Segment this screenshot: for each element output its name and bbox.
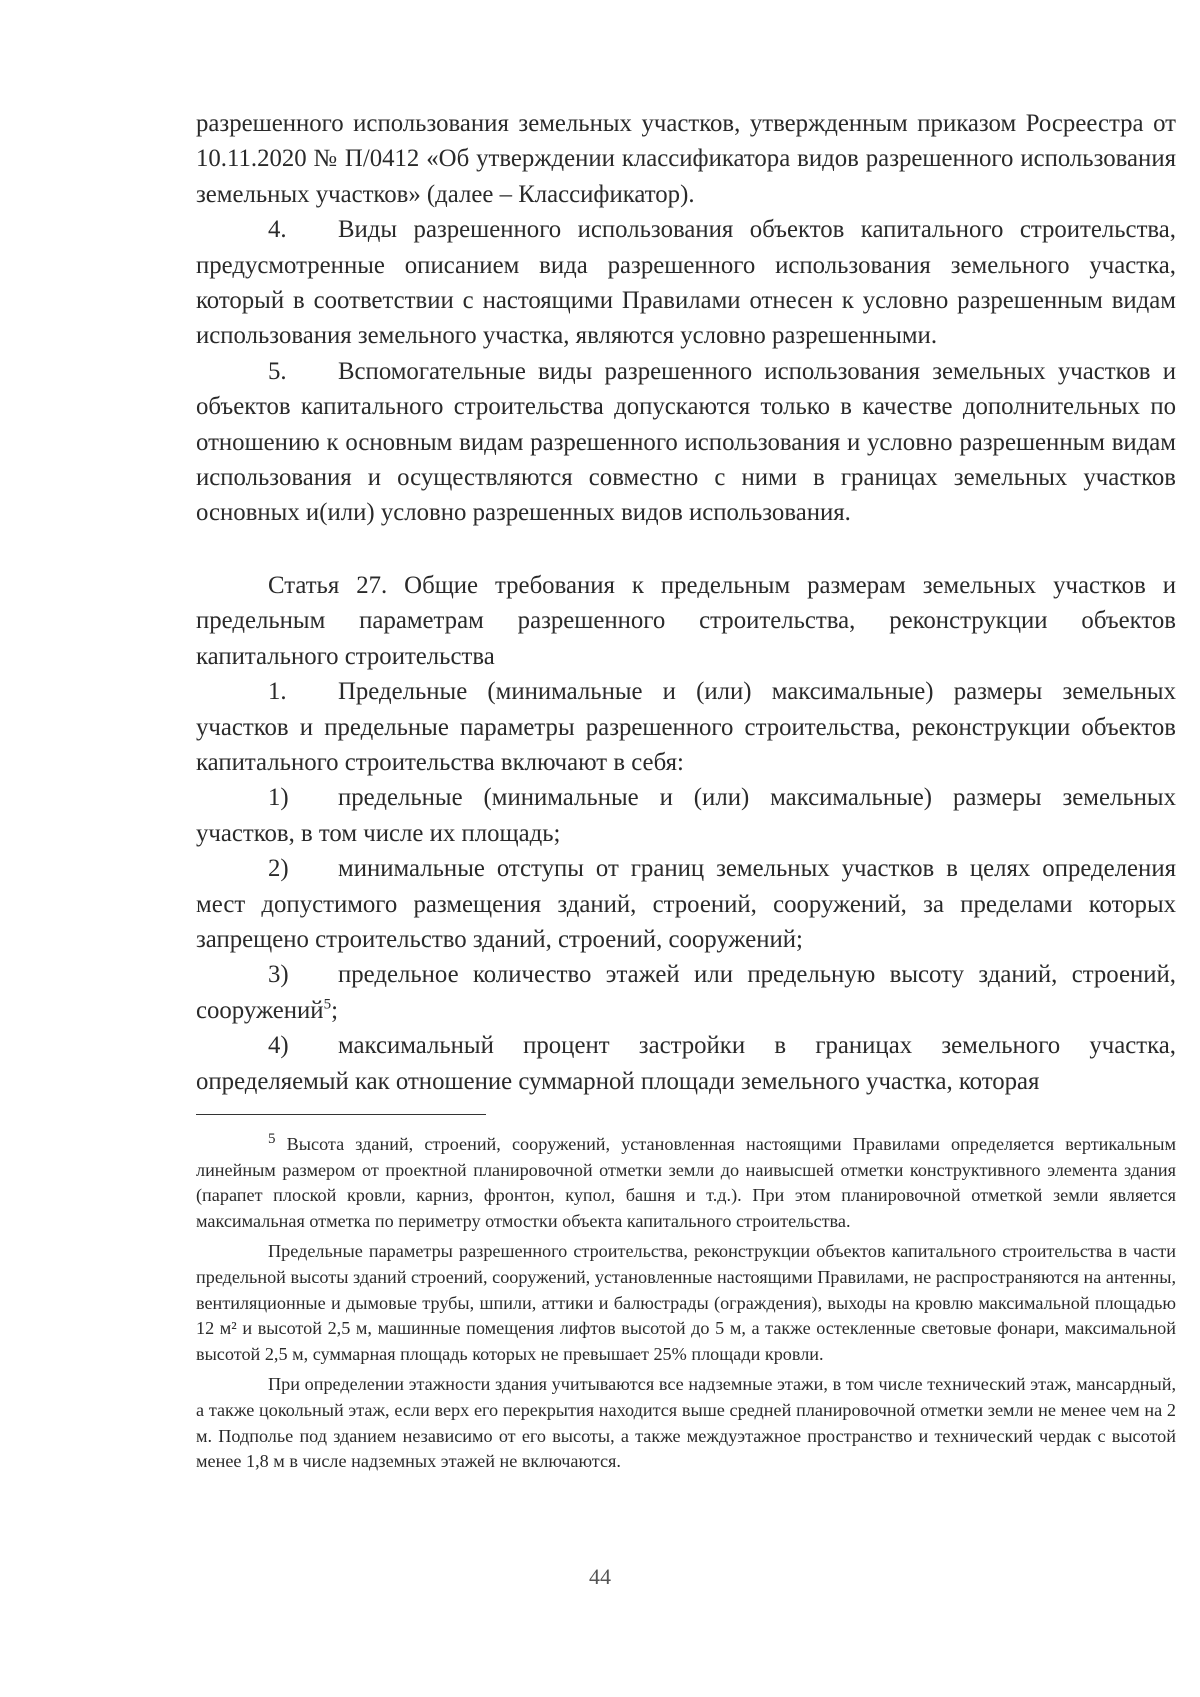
footnote-marker: 5: [268, 1130, 276, 1147]
item-number: 2): [268, 855, 289, 883]
item-text-tail: ;: [331, 996, 338, 1024]
item-text: минимальные отступы от границ земельных участков в целях определения мест допустимого размещения зданий, строений, сооружений, за пределами которых запрещено строительство зданий, строений, сооружений;: [196, 855, 1176, 953]
item-text: Предельные (минимальные и (или) максимальные) размеры земельных участков и предельные параметры разрешенного строительства, реконструкции объектов капитального строительства включают в себя:: [196, 678, 1176, 776]
paragraph-4: [196, 212, 1176, 354]
item-text: предельные (минимальные и (или) максимальные) размеры земельных участков, в том числе их площадь;: [196, 784, 1176, 847]
footnote-paragraph: При определении этажности здания учитываются все надземные этажи, в том числе технический этаж, мансардный, а также цокольный этаж, если верх его перекрытия находится выше средней планировочной отметки земли не менее чем на 2 м. Подполье под зданием независимо от его высоты, а также междуэтажное пространство и технический чердак с высотой менее 1,8 м в числе надземных этажей не включаются.: [196, 1374, 1176, 1472]
article-subitem-3: [196, 957, 1176, 1028]
paragraph-number: 4.: [268, 216, 287, 244]
item-number: 3): [268, 961, 289, 989]
footnote-5: [196, 1132, 1176, 1234]
paragraph-text: разрешенного использования земельных участков, утвержденным приказом Росреестра от 10.11.2020 № П/0412 «Об утверждении классификатора видов разрешенного использования земельных участков» (далее – Классификатор).: [196, 110, 1176, 208]
article-subitem-1: [196, 780, 1176, 851]
article-title: Статья 27. Общие требования к предельным размерам земельных участков и предельным параметрам разрешенного строительства, реконструкции объектов капитального строительства: [196, 571, 1176, 670]
item-number: 1.: [268, 678, 287, 706]
page-number: 44: [589, 1564, 611, 1589]
paragraph-number: 5.: [268, 357, 287, 385]
footnote-reference: 5: [323, 996, 332, 1013]
paragraph-continuation: [196, 106, 1176, 212]
main-text: [196, 106, 1176, 1099]
paragraph-5: [196, 354, 1176, 531]
article-subitem-4: [196, 1028, 1176, 1099]
item-number: 4): [268, 1032, 289, 1060]
item-number: 1): [268, 784, 289, 812]
footnote-paragraph: Предельные параметры разрешенного строительства, реконструкции объектов капитального строительства в части предельной высоты зданий строений, сооружений, установленные настоящими Правилами, не распространяются на антенны, вентиляционные и дымовые трубы, шпили, аттики и балюстрады (ограждения), выходы на кровлю максимальной площадью 12 м² и высотой 2,5 м, машинные помещения лифтов высотой до 5 м, а также остекленные световые фонари, максимальной высотой 2,5 м, суммарная площадь которых не превышает 25% площади кровли.: [196, 1241, 1176, 1364]
paragraph-text: Вспомогательные виды разрешенного использования земельных участков и объектов капитального строительства допускаются только в качестве дополнительных по отношению к основным видам разрешенного использования и условно разрешенным видам использования и осуществляются совместно с ними в границах земельных участков основных и(или) условно разрешенных видов использования.: [196, 357, 1176, 527]
paragraph-text: Виды разрешенного использования объектов капитального строительства, предусмотренные описанием вида разрешенного использования земельного участка, который в соответствии с настоящими Правилами отнесен к условно разрешенным видам использования земельного участка, являются условно разрешенными.: [196, 216, 1176, 350]
footnote-separator: [196, 1114, 486, 1115]
item-text: максимальный процент застройки в границах земельного участка, определяемый как отношение суммарной площади земельного участка, которая: [196, 1032, 1176, 1095]
item-text: предельное количество этажей или предельную высоту зданий, строений, сооружений: [196, 961, 1176, 1024]
footnote-text: Высота зданий, строений, сооружений, установленная настоящими Правилами определяется вертикальным линейным размером от проектной планировочной отметки земли до наивысшей отметки конструктивного элемента здания (парапет плоской кровли, карниз, фронтон, купол, башня и т.д.). При этом планировочной отметкой земли является максимальная отметка по периметру отмостки объекта капитального строительства.: [196, 1134, 1176, 1231]
article-item-1: [196, 674, 1176, 780]
article-subitem-2: [196, 851, 1176, 957]
footnotes: [196, 1132, 1176, 1475]
